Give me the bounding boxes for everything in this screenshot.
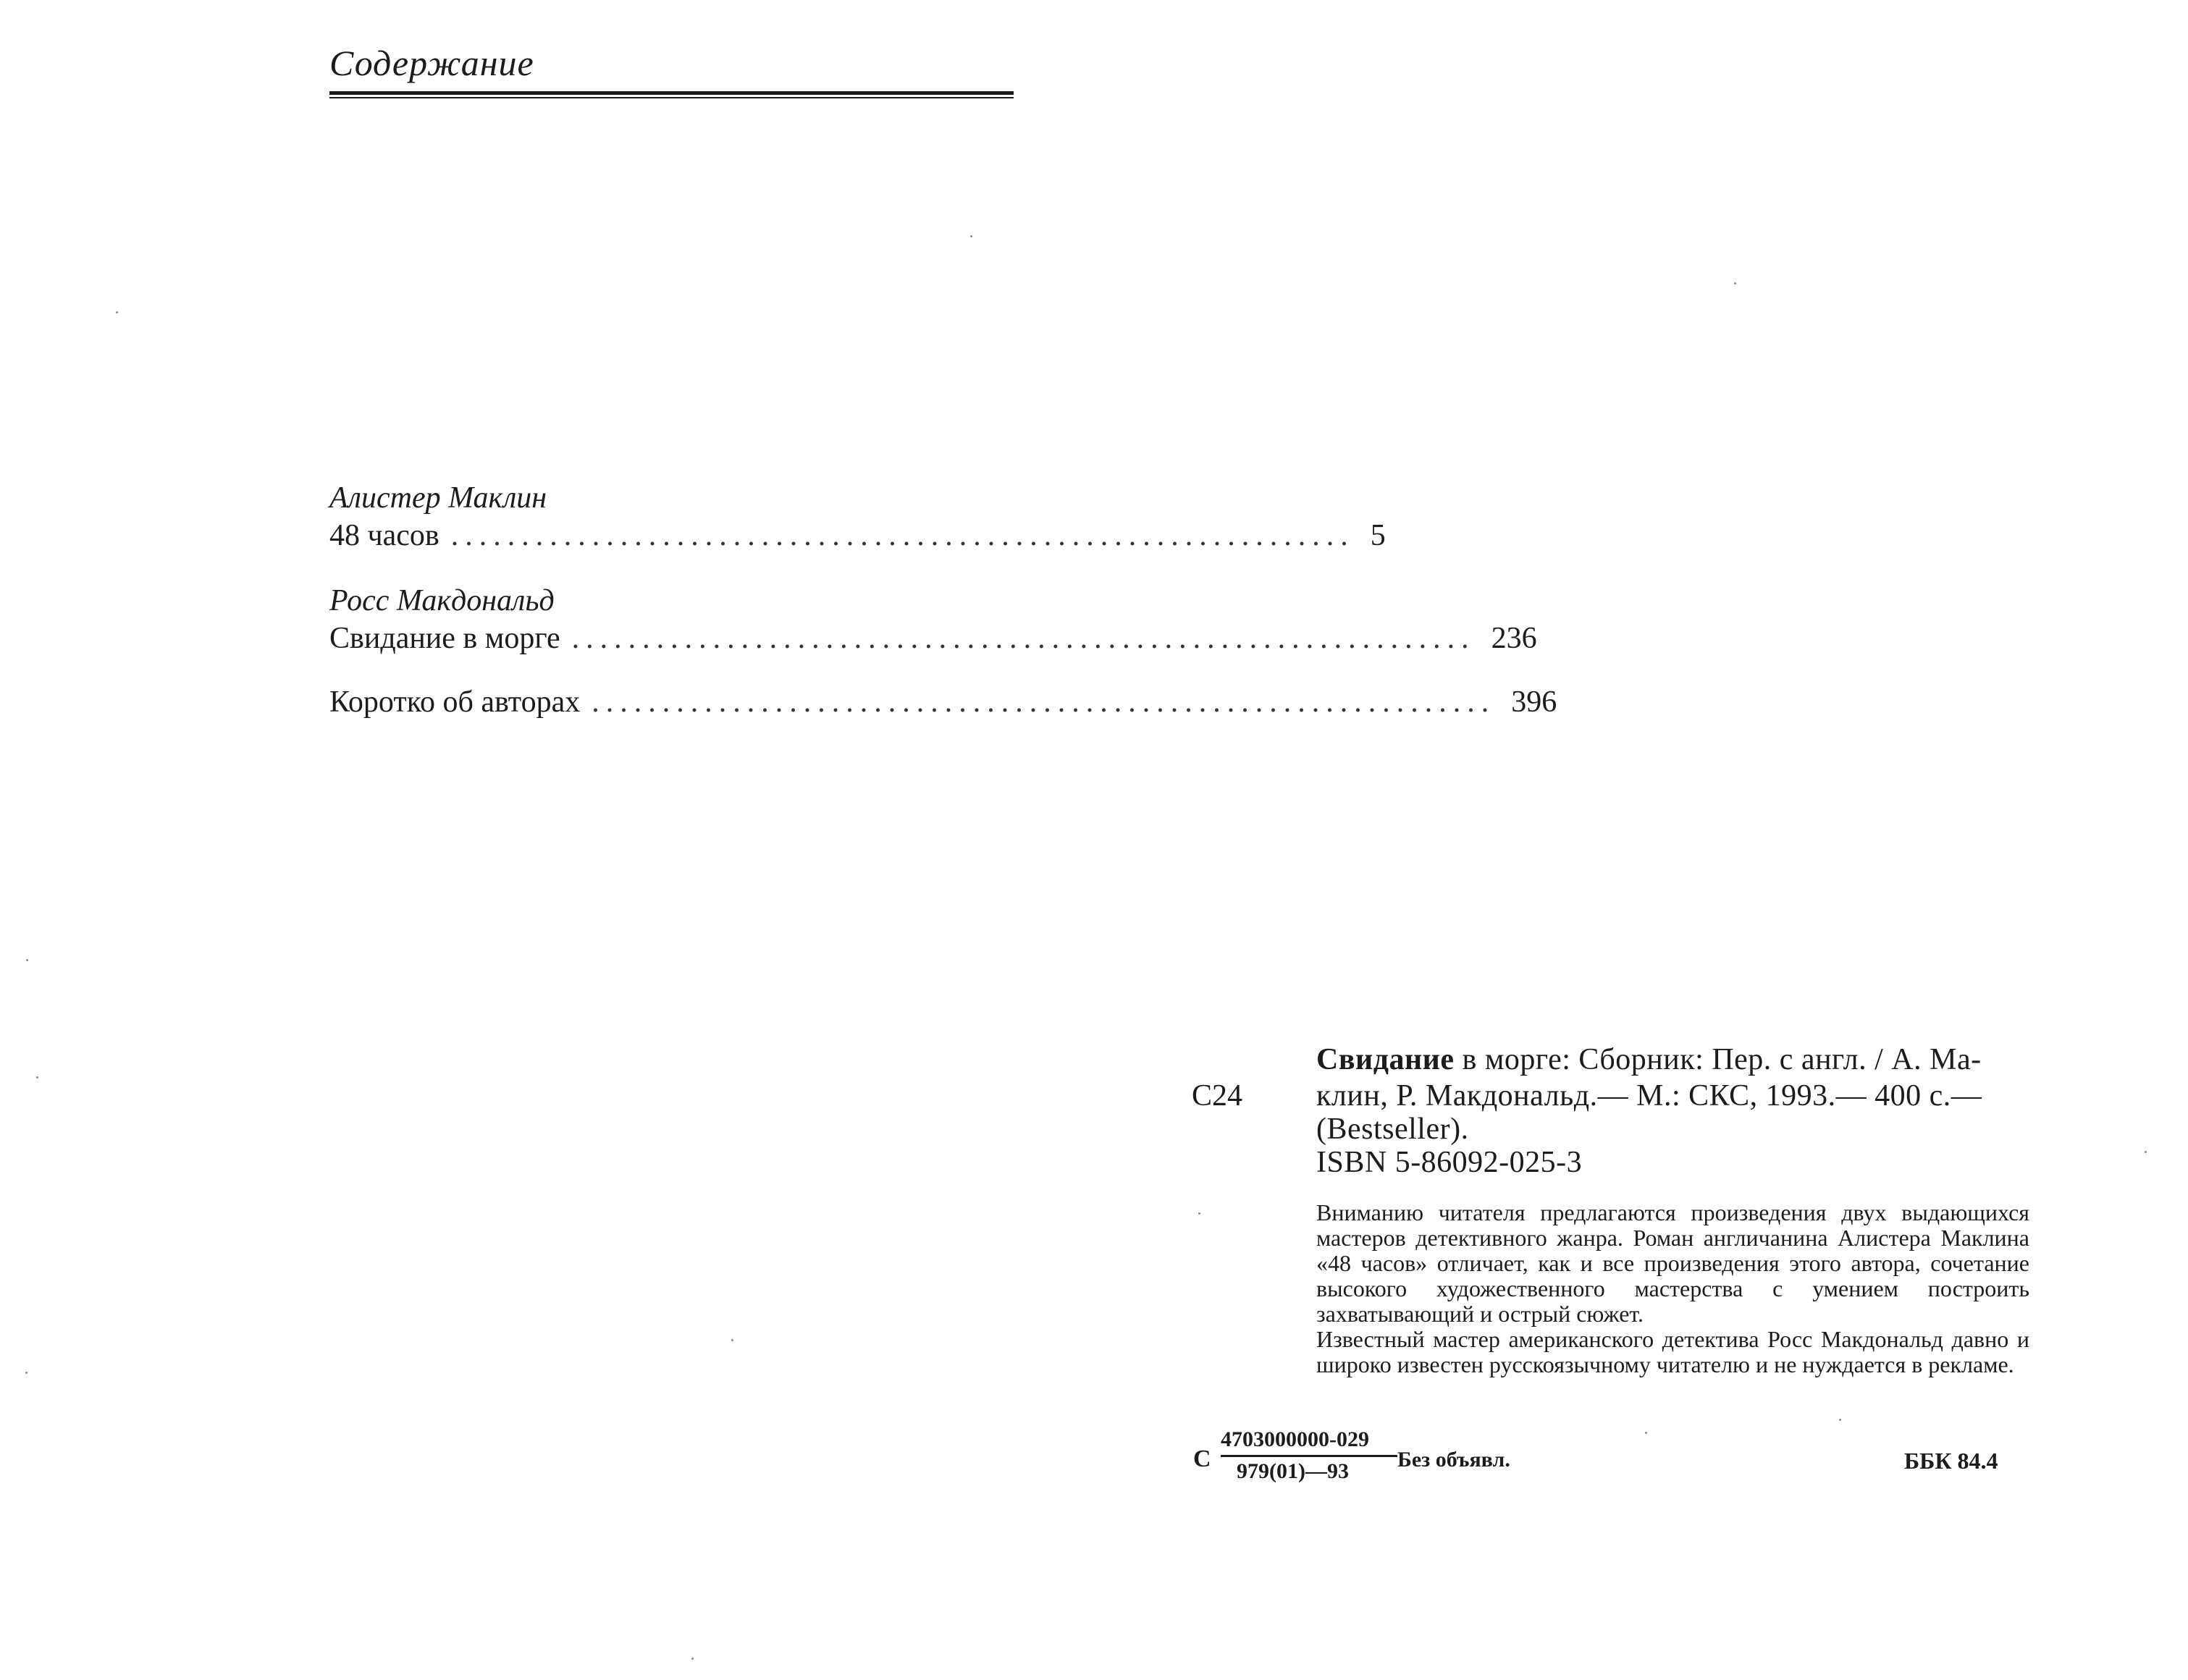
isbn: ISBN 5-86092-025-3 bbox=[1316, 1146, 1583, 1179]
scan-speck bbox=[1839, 1419, 1841, 1421]
classification-code: С24 bbox=[1192, 1079, 1243, 1113]
bbk-code: ББК 84.4 bbox=[1904, 1448, 1998, 1474]
bibliographic-line-3: (Bestseller). bbox=[1316, 1113, 1469, 1146]
scan-speck bbox=[2145, 1151, 2147, 1153]
contents-heading: Содержание bbox=[329, 43, 534, 83]
scan-speck bbox=[1198, 1212, 1200, 1215]
toc-entry-1[interactable] bbox=[329, 518, 1386, 553]
bibliographic-title-rest: в морге: Сборник: Пер. с англ. / А. Ма- bbox=[1454, 1043, 1982, 1076]
toc-dot-leader: ................................................................ bbox=[450, 519, 1355, 552]
toc-entry-title: Свидание в морге bbox=[329, 622, 560, 655]
toc-page-number: 236 bbox=[1491, 622, 1537, 655]
heading-rule bbox=[329, 91, 1014, 95]
index-letter: С bbox=[1193, 1445, 1211, 1472]
scan-speck bbox=[691, 1658, 694, 1660]
bibliographic-line-2: клин, Р. Макдональд.— М.: СКС, 1993.— 400 с.— bbox=[1316, 1079, 1982, 1113]
toc-author-2: Росс Макдональд bbox=[329, 584, 555, 617]
scan-speck bbox=[970, 235, 972, 237]
scan-speck bbox=[26, 959, 28, 961]
toc-author-1: Алистер Маклин bbox=[329, 481, 547, 515]
scan-speck bbox=[25, 1372, 28, 1374]
toc-page-number: 396 bbox=[1511, 685, 1557, 719]
heading-rule-thin bbox=[329, 97, 1014, 98]
bibliographic-title: Свидание bbox=[1316, 1043, 1455, 1076]
scan-speck bbox=[1734, 282, 1736, 284]
scan-speck bbox=[1645, 1432, 1647, 1434]
toc-entry-title: Коротко об авторах bbox=[329, 685, 581, 719]
toc-entry-about[interactable] bbox=[329, 685, 1557, 719]
index-denominator: 979(01)—93 bbox=[1237, 1459, 1349, 1483]
scan-speck bbox=[731, 1339, 733, 1341]
scan-speck bbox=[36, 1076, 38, 1079]
toc-dot-leader: ................................................................ bbox=[592, 685, 1496, 719]
scan-speck bbox=[116, 311, 118, 313]
annotation-paragraph-2: Известный мастер американского детектива Росс Макдональд давно и широко известен русскоязычному читателю и не нуждается в рекламе. bbox=[1316, 1326, 2029, 1377]
index-numerator: 4703000000-029 bbox=[1221, 1427, 1369, 1451]
toc-entry-title: 48 часов bbox=[329, 519, 439, 552]
toc-page-number: 5 bbox=[1370, 519, 1386, 552]
toc-entry-2[interactable] bbox=[329, 621, 1537, 656]
bibliographic-line-1 bbox=[1316, 1042, 1982, 1077]
annotation-paragraph-1: Вниманию читателя предлагаются произведения двух выдающихся мастеров детективного жанра. Роман англичанина Алистера Маклина «48 часов» отличает, как и все произведения этого автора, сочетание высокого художественного мастерства с умением построить захватывающий и острый сюжет. bbox=[1316, 1199, 2029, 1327]
fraction-bar bbox=[1221, 1455, 1397, 1457]
price-note: Без объявл. bbox=[1397, 1448, 1510, 1472]
toc-dot-leader: ................................................................ bbox=[571, 622, 1476, 655]
